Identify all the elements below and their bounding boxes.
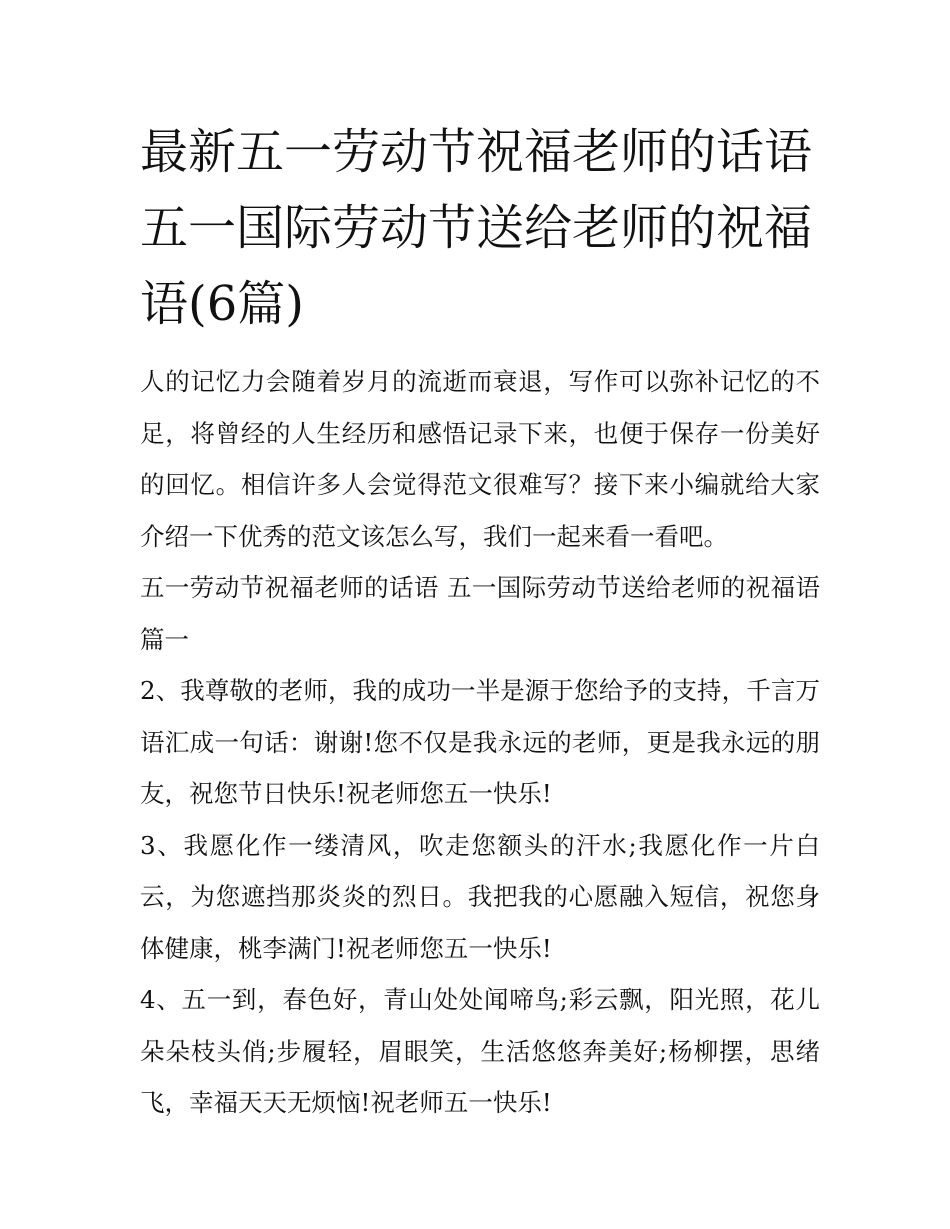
list-item: 3、我愿化作一缕清风，吹走您额头的汗水;我愿化作一片白云，为您遮挡那炎炎的烈日。我把我的心愿融入短信，祝您身体健康，桃李满门!祝老师您五一快乐! [140, 830, 820, 963]
intro-paragraph: 人的记忆力会随着岁月的流逝而衰退，写作可以弥补记忆的不足，将曾经的人生经历和感悟记录下来，也便于保存一份美好的回忆。相信许多人会觉得范文很难写？接下来小编就给大家介绍一下优秀的范文该怎么写，我们一起来看一看吧。 [140, 367, 820, 551]
section-heading: 五一劳动节祝福老师的话语 五一国际劳动节送给老师的祝福语篇一 [140, 573, 820, 654]
document-title: 最新五一劳动节祝福老师的话语 五一国际劳动节送给老师的祝福语(6篇) [140, 124, 813, 332]
list-item: 2、我尊敬的老师，我的成功一半是源于您给予的支持，千言万语汇成一句话：谢谢!您不仅是我永远的老师，更是我永远的朋友，祝您节日快乐!祝老师您五一快乐! [140, 676, 820, 808]
list-item: 4、五一到，春色好，青山处处闻啼鸟;彩云飘，阳光照，花儿朵朵枝头俏;步履轻，眉眼笑，生活悠悠奔美好;杨柳摆，思绪飞，幸福天天无烦恼!祝老师五一快乐! [140, 985, 820, 1117]
document-body [140, 356, 820, 1129]
